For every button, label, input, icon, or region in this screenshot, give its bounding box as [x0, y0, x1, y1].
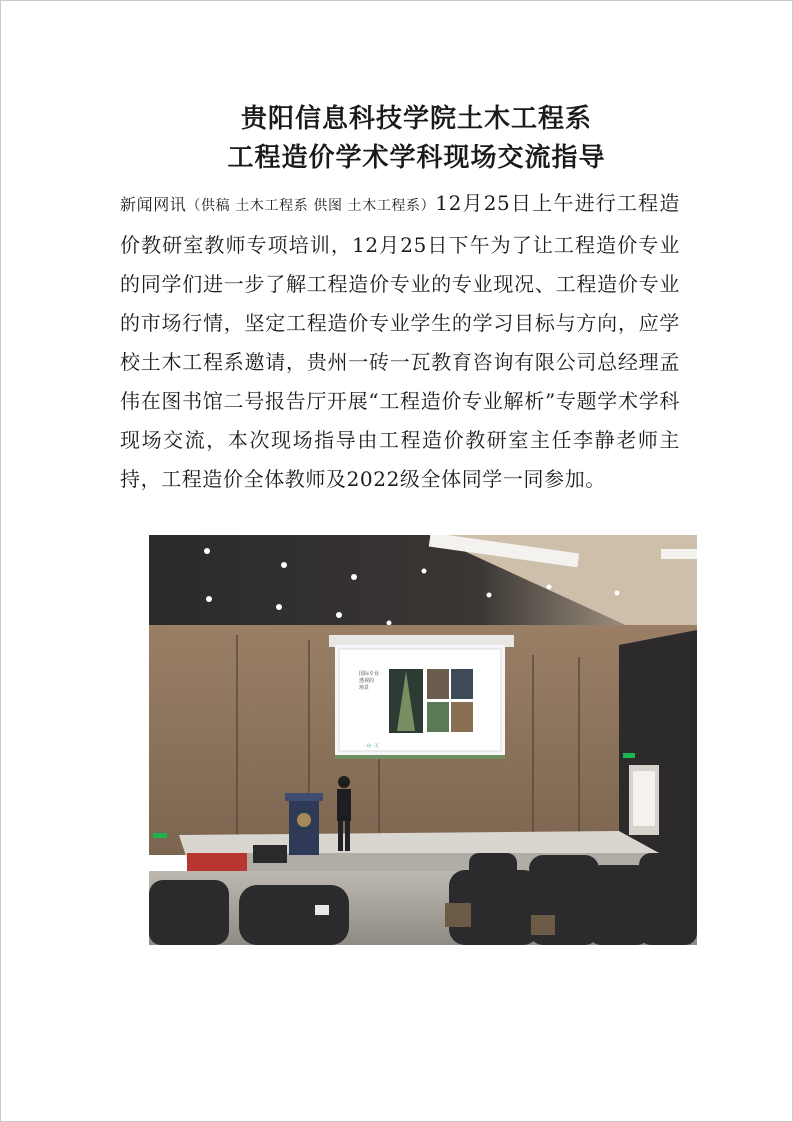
- slide-text-2: 透视的: [359, 678, 375, 684]
- slide-footer: 一砖一瓦: [363, 743, 379, 748]
- article-title-line2: 工程造价学术学科现场交流指导: [227, 143, 606, 173]
- slide-text-3: 场景: [359, 685, 370, 691]
- article-body: [120, 184, 680, 499]
- credit-line: （供稿 土木工程系 供图 土木工程系）: [186, 198, 436, 214]
- lecture-photo: [149, 535, 697, 945]
- article-title-line1: 贵阳信息科技学院土木工程系: [240, 104, 592, 134]
- body-paragraph: 12月25日上午进行工程造价教研室教师专项培训，12月25日下午为了让工程造价专业的同学们进一步了解工程造价专业的专业现况、工程造价专业的市场行情，坚定工程造价专业学生的学习目标与方向，应学校土木工程系邀请，贵州一砖一瓦教育咨询有限公司总经理孟伟在图书馆二号报告厅开展“工程造价专业解析”专题学术学科现场交流，本次现场指导由工程造价教研室主任李静老师主持，工程造价全体教师及2022级全体同学一同参加。: [120, 191, 680, 491]
- slide-text-1: 国际专业: [359, 671, 380, 677]
- news-source-label: 新闻网讯: [120, 195, 187, 214]
